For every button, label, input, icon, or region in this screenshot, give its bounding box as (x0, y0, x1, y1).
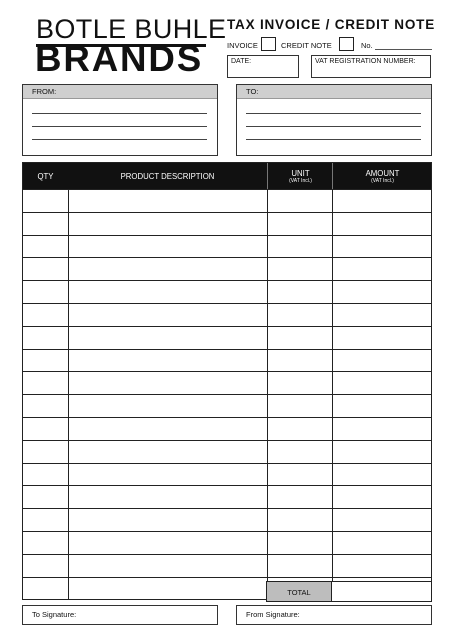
table-row (23, 257, 431, 280)
description-cell[interactable] (68, 327, 268, 349)
amount-header: AMOUNT (VAT Incl.) (332, 163, 432, 189)
amount-cell[interactable] (332, 372, 431, 394)
vat-number-field[interactable] (311, 55, 431, 78)
description-cell[interactable] (68, 350, 268, 372)
amount-cell[interactable] (332, 555, 431, 577)
to-line (246, 139, 421, 140)
table-row (23, 417, 431, 440)
description-cell[interactable] (68, 281, 268, 303)
table-row (23, 463, 431, 486)
unit-cell[interactable] (267, 281, 333, 303)
number-label: No. (361, 41, 373, 50)
qty-cell[interactable] (23, 190, 69, 212)
description-cell[interactable] (68, 236, 268, 258)
qty-cell[interactable] (23, 395, 69, 417)
unit-cell[interactable] (267, 213, 333, 235)
from-box[interactable] (22, 84, 218, 156)
table-row (23, 440, 431, 463)
table-row (23, 371, 431, 394)
amount-cell[interactable] (332, 258, 431, 280)
table-row (23, 394, 431, 417)
to-label: TO: (237, 85, 431, 99)
unit-cell[interactable] (267, 304, 333, 326)
table-row (23, 531, 431, 554)
from-signature-label: From Signature: (246, 610, 300, 619)
unit-cell[interactable] (267, 486, 333, 508)
credit-note-label: CREDIT NOTE (281, 41, 332, 50)
table-row (23, 554, 431, 577)
qty-cell[interactable] (23, 236, 69, 258)
qty-cell[interactable] (23, 281, 69, 303)
amount-cell[interactable] (332, 190, 431, 212)
unit-cell[interactable] (267, 555, 333, 577)
date-label: DATE: (231, 58, 252, 65)
from-label: FROM: (23, 85, 217, 99)
from-signature-field[interactable] (236, 605, 432, 625)
description-cell[interactable] (68, 578, 268, 600)
to-line (246, 126, 421, 127)
description-cell[interactable] (68, 509, 268, 531)
unit-cell[interactable] (267, 509, 333, 531)
unit-cell[interactable] (267, 350, 333, 372)
qty-cell[interactable] (23, 486, 69, 508)
unit-cell[interactable] (267, 190, 333, 212)
amount-cell[interactable] (332, 418, 431, 440)
description-cell[interactable] (68, 304, 268, 326)
unit-cell[interactable] (267, 395, 333, 417)
table-row (23, 280, 431, 303)
table-row (23, 485, 431, 508)
from-line (32, 113, 207, 114)
qty-cell[interactable] (23, 441, 69, 463)
table-row (23, 349, 431, 372)
from-line (32, 126, 207, 127)
qty-cell[interactable] (23, 578, 69, 600)
description-cell[interactable] (68, 532, 268, 554)
amount-cell[interactable] (332, 236, 431, 258)
qty-cell[interactable] (23, 464, 69, 486)
qty-cell[interactable] (23, 532, 69, 554)
qty-cell[interactable] (23, 372, 69, 394)
items-table (22, 162, 432, 600)
amount-cell[interactable] (332, 350, 431, 372)
unit-cell[interactable] (267, 441, 333, 463)
amount-cell[interactable] (332, 486, 431, 508)
table-body (23, 189, 431, 599)
description-cell[interactable] (68, 555, 268, 577)
table-header (23, 163, 431, 189)
table-row (23, 212, 431, 235)
qty-cell[interactable] (23, 509, 69, 531)
unit-cell[interactable] (267, 372, 333, 394)
unit-cell[interactable] (267, 327, 333, 349)
brand-name-line1: BOTLE BUHLE (36, 14, 227, 44)
credit-note-checkbox[interactable] (339, 37, 354, 51)
amount-cell[interactable] (332, 327, 431, 349)
description-cell[interactable] (68, 464, 268, 486)
qty-header: QTY (37, 171, 54, 181)
table-row (23, 326, 431, 349)
unit-cell[interactable] (267, 236, 333, 258)
description-cell[interactable] (68, 441, 268, 463)
description-cell[interactable] (68, 486, 268, 508)
total-amount-field[interactable] (331, 581, 432, 602)
qty-cell[interactable] (23, 418, 69, 440)
amount-cell[interactable] (332, 464, 431, 486)
amount-cell[interactable] (332, 532, 431, 554)
qty-cell[interactable] (23, 555, 69, 577)
description-cell[interactable] (68, 258, 268, 280)
table-row (23, 189, 431, 212)
description-cell[interactable] (68, 372, 268, 394)
number-field[interactable] (375, 49, 432, 50)
qty-cell[interactable] (23, 350, 69, 372)
description-cell[interactable] (68, 190, 268, 212)
document-title: TAX INVOICE / CREDIT NOTE (227, 17, 436, 32)
to-box[interactable] (236, 84, 432, 156)
unit-header: UNIT (VAT Incl.) (267, 163, 333, 189)
amount-cell[interactable] (332, 281, 431, 303)
date-field[interactable] (227, 55, 299, 78)
brand-name-line2: BRANDS (35, 38, 204, 79)
to-line (246, 113, 421, 114)
unit-cell[interactable] (267, 532, 333, 554)
qty-cell[interactable] (23, 258, 69, 280)
total-label: TOTAL (266, 581, 332, 602)
description-header: PRODUCT DESCRIPTION (120, 171, 215, 181)
description-cell[interactable] (68, 395, 268, 417)
unit-cell[interactable] (267, 258, 333, 280)
table-row (23, 235, 431, 258)
qty-cell[interactable] (23, 327, 69, 349)
invoice-label: INVOICE (227, 41, 258, 50)
description-cell[interactable] (68, 213, 268, 235)
qty-cell[interactable] (23, 213, 69, 235)
from-line (32, 139, 207, 140)
unit-cell[interactable] (267, 418, 333, 440)
vat-label: VAT REGISTRATION NUMBER: (315, 58, 416, 65)
invoice-checkbox[interactable] (261, 37, 276, 51)
description-cell[interactable] (68, 418, 268, 440)
amount-cell[interactable] (332, 441, 431, 463)
unit-cell[interactable] (267, 464, 333, 486)
qty-cell[interactable] (23, 304, 69, 326)
amount-cell[interactable] (332, 395, 431, 417)
to-signature-field[interactable] (22, 605, 218, 625)
amount-cell[interactable] (332, 509, 431, 531)
amount-cell[interactable] (332, 213, 431, 235)
amount-cell[interactable] (332, 304, 431, 326)
table-row (23, 508, 431, 531)
to-signature-label: To Signature: (32, 610, 77, 619)
table-row (23, 303, 431, 326)
